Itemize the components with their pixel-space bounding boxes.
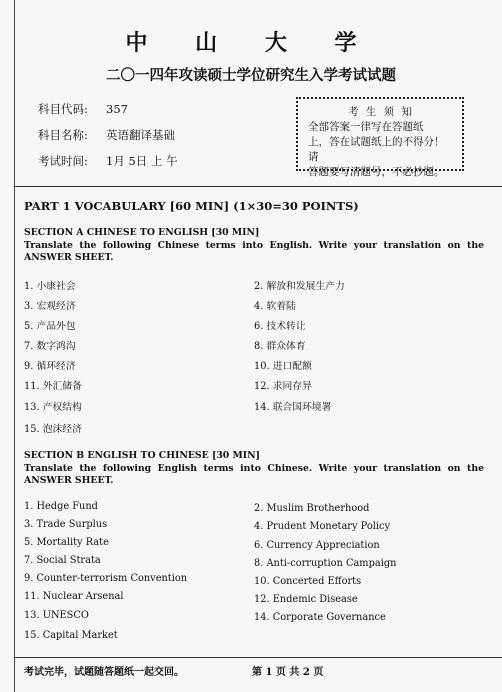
page-number: 第 1 页 共 2 页 xyxy=(252,667,324,678)
list-item: 11. 外汇储备 xyxy=(24,381,82,392)
section-a-header xyxy=(24,227,484,265)
notice-line: 答题要写清题号，不必抄题。 xyxy=(308,166,445,178)
list-item: 3. Trade Surplus xyxy=(24,519,108,530)
list-item: 9. 循环经济 xyxy=(24,361,76,372)
list-item: 13. UNESCO xyxy=(24,610,89,621)
section-b-title: SECTION B ENGLISH TO CHINESE [30 MIN] xyxy=(24,450,261,461)
subject-name-value: 英语翻译基础 xyxy=(106,128,175,142)
list-item: 10. Concerted Efforts xyxy=(254,576,362,587)
exam-time-row xyxy=(38,153,178,169)
margin-line xyxy=(14,0,15,692)
list-item: 4. 软着陆 xyxy=(254,301,296,312)
list-item: 1. Hedge Fund xyxy=(24,501,98,512)
subject-name-row xyxy=(38,127,175,143)
list-item: 1. 小康社会 xyxy=(24,281,76,292)
header-divider xyxy=(14,186,502,187)
list-item: 15. Capital Market xyxy=(24,630,118,641)
list-item: 2. Muslim Brotherhood xyxy=(254,503,370,514)
list-item: 3. 宏观经济 xyxy=(24,301,76,312)
part-title: PART 1 VOCABULARY [60 MIN] (1×30=30 POINTS) xyxy=(24,199,359,213)
list-item: 15. 泡沫经济 xyxy=(24,424,82,435)
list-item: 7. Social Strata xyxy=(24,555,101,566)
notice-title: 考 生 须 知 xyxy=(347,106,414,118)
section-b-header xyxy=(24,450,484,488)
list-item: 11. Nuclear Arsenal xyxy=(24,591,124,602)
section-b-instruction: Translate the following English terms into Chinese. Write your translation on the ANSWER SHEET. xyxy=(24,462,484,486)
list-item: 9. Counter-terrorism Convention xyxy=(24,573,188,584)
list-item: 14. Corporate Governance xyxy=(254,612,386,623)
notice-line: 全部答案一律写在答题纸 xyxy=(308,121,424,133)
subject-code-value: 357 xyxy=(106,102,128,116)
list-item: 12. Endemic Disease xyxy=(254,594,358,605)
subject-code-label: 科目代码: xyxy=(38,102,88,116)
footer-note: 考试完毕，试题随答题纸一起交回。 xyxy=(24,667,184,678)
list-item: 4. Prudent Monetary Policy xyxy=(254,521,391,532)
section-a-title: SECTION A CHINESE TO ENGLISH [30 MIN] xyxy=(24,227,260,238)
list-item: 6. 技术转让 xyxy=(254,321,306,332)
subject-name-label: 科目名称: xyxy=(38,128,88,142)
list-item: 5. Mortality Rate xyxy=(24,537,109,548)
exam-title: 二〇一四年攻读硕士学位研究生入学考试试题 xyxy=(106,67,396,84)
candidate-notice-box xyxy=(296,97,464,178)
subject-code-row xyxy=(38,101,128,117)
list-item: 12. 求同存异 xyxy=(254,381,312,392)
list-item: 5. 产品外包 xyxy=(24,321,76,332)
list-item: 13. 产权结构 xyxy=(24,402,82,413)
university-title: 中 山 大 学 xyxy=(125,30,377,56)
exam-time-value: 1月 5日 上 午 xyxy=(106,154,178,168)
list-item: 7. 数字鸿沟 xyxy=(24,341,76,352)
exam-time-label: 考试时间: xyxy=(38,154,88,168)
section-a-instruction: Translate the following Chinese terms into English. Write your translation on the ANSWER SHEET. xyxy=(24,239,484,263)
list-item: 14. 联合国环境署 xyxy=(254,402,332,413)
list-item: 10. 进口配额 xyxy=(254,361,312,372)
list-item: 8. 群众体育 xyxy=(254,341,306,352)
list-item: 8. Anti-corruption Campaign xyxy=(254,558,397,569)
list-item: 6. Currency Appreciation xyxy=(254,540,380,551)
list-item: 2. 解放和发展生产力 xyxy=(254,281,345,292)
footer-divider xyxy=(14,657,502,658)
notice-line: 上，答在试题纸上的不得分！请 xyxy=(308,136,445,163)
